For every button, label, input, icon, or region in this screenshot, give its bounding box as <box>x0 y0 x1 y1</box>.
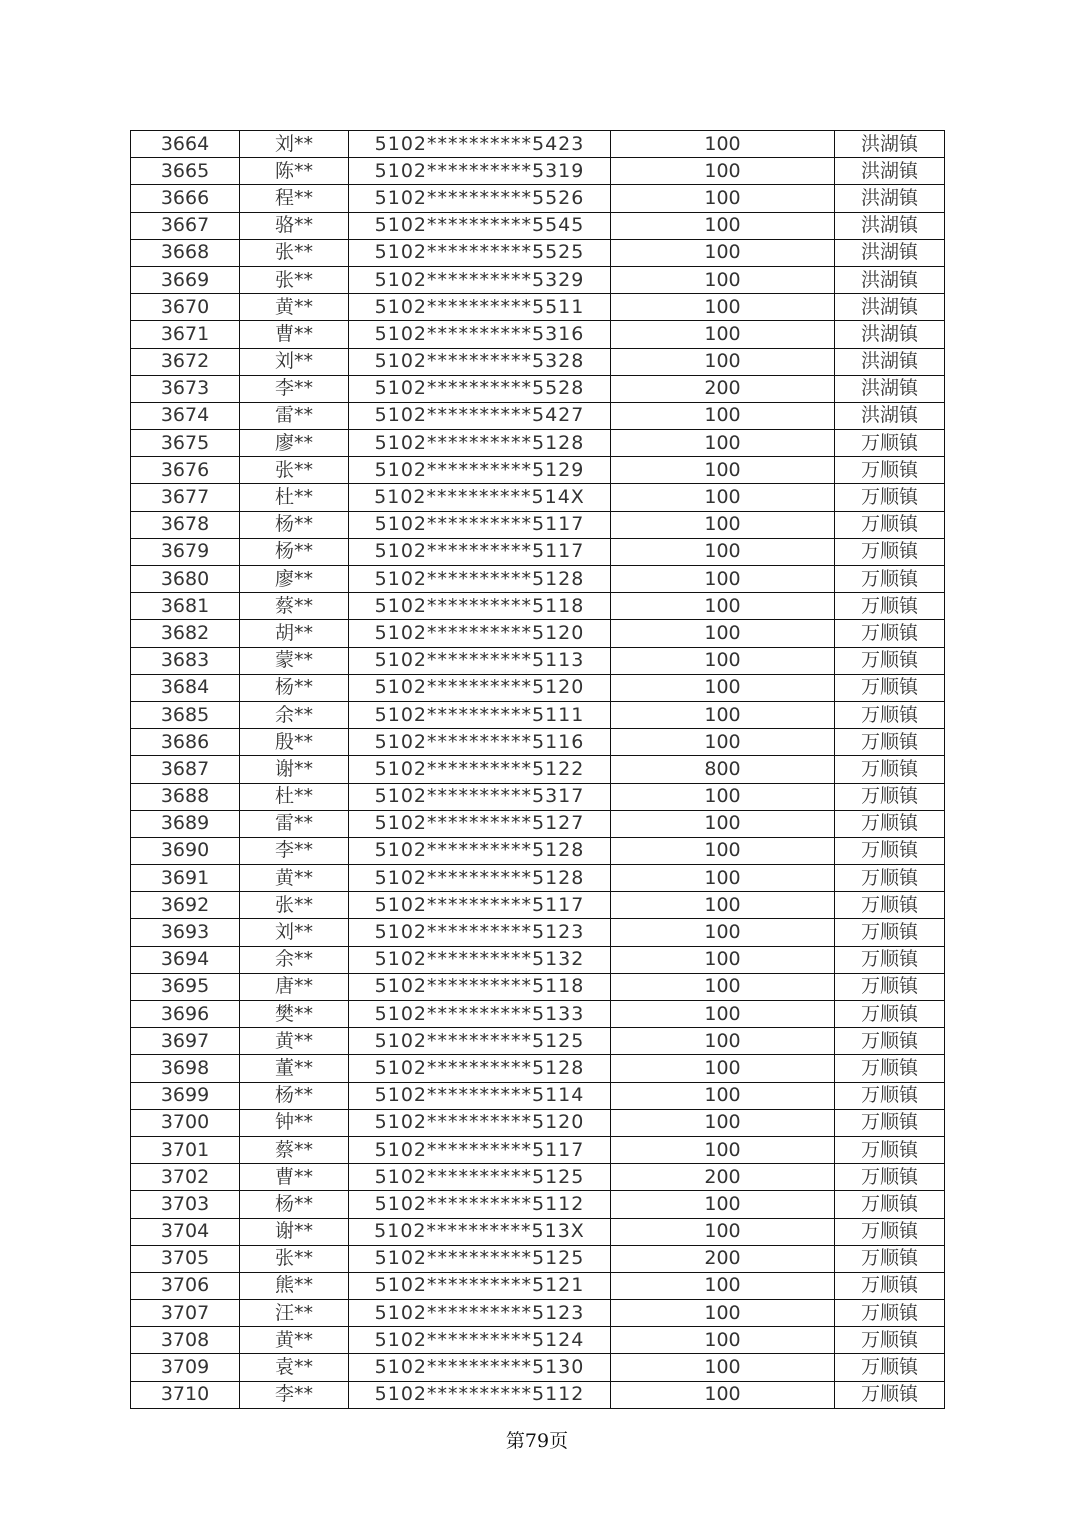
row-number-cell: 3669 <box>131 266 240 293</box>
table-row <box>131 1055 945 1082</box>
table-row <box>131 484 945 511</box>
row-number-cell: 3678 <box>131 511 240 538</box>
town-cell: 万顺镇 <box>835 729 945 756</box>
table-row <box>131 837 945 864</box>
town-cell: 洪湖镇 <box>835 239 945 266</box>
id-number-cell: 5102**********5118 <box>349 593 611 620</box>
id-number-cell: 5102**********5427 <box>349 402 611 429</box>
id-number-cell: 5102**********5423 <box>349 131 611 158</box>
amount-cell: 100 <box>611 973 835 1000</box>
table-row <box>131 1028 945 1055</box>
amount-cell: 100 <box>611 538 835 565</box>
name-cell: 袁** <box>240 1354 349 1381</box>
amount-cell: 100 <box>611 566 835 593</box>
id-number-cell: 5102**********5116 <box>349 729 611 756</box>
amount-cell: 200 <box>611 375 835 402</box>
id-number-cell: 5102**********5117 <box>349 538 611 565</box>
amount-cell: 100 <box>611 837 835 864</box>
table-row <box>131 647 945 674</box>
name-cell: 张** <box>240 1245 349 1272</box>
amount-cell: 100 <box>611 266 835 293</box>
row-number-cell: 3695 <box>131 973 240 1000</box>
name-cell: 杨** <box>240 1191 349 1218</box>
name-cell: 张** <box>240 457 349 484</box>
row-number-cell: 3670 <box>131 294 240 321</box>
row-number-cell: 3682 <box>131 620 240 647</box>
row-number-cell: 3710 <box>131 1381 240 1408</box>
name-cell: 李** <box>240 375 349 402</box>
table-row <box>131 1191 945 1218</box>
town-cell: 万顺镇 <box>835 837 945 864</box>
name-cell: 殷** <box>240 729 349 756</box>
row-number-cell: 3701 <box>131 1136 240 1163</box>
name-cell: 张** <box>240 892 349 919</box>
amount-cell: 100 <box>611 783 835 810</box>
id-number-cell: 5102**********5120 <box>349 1109 611 1136</box>
town-cell: 万顺镇 <box>835 457 945 484</box>
name-cell: 张** <box>240 239 349 266</box>
table-row <box>131 566 945 593</box>
id-number-cell: 5102**********5328 <box>349 348 611 375</box>
row-number-cell: 3676 <box>131 457 240 484</box>
id-number-cell: 5102**********5128 <box>349 865 611 892</box>
amount-cell: 100 <box>611 1300 835 1327</box>
town-cell: 万顺镇 <box>835 511 945 538</box>
name-cell: 刘** <box>240 919 349 946</box>
amount-cell: 100 <box>611 1327 835 1354</box>
town-cell: 洪湖镇 <box>835 212 945 239</box>
id-number-cell: 5102**********5125 <box>349 1245 611 1272</box>
row-number-cell: 3671 <box>131 321 240 348</box>
id-number-cell: 5102**********5130 <box>349 1354 611 1381</box>
row-number-cell: 3666 <box>131 185 240 212</box>
id-number-cell: 5102**********5329 <box>349 266 611 293</box>
row-number-cell: 3681 <box>131 593 240 620</box>
id-number-cell: 5102**********5128 <box>349 837 611 864</box>
amount-cell: 100 <box>611 919 835 946</box>
name-cell: 程** <box>240 185 349 212</box>
name-cell: 杜** <box>240 783 349 810</box>
town-cell: 洪湖镇 <box>835 185 945 212</box>
amount-cell: 100 <box>611 185 835 212</box>
town-cell: 万顺镇 <box>835 1381 945 1408</box>
name-cell: 廖** <box>240 430 349 457</box>
table-row <box>131 946 945 973</box>
id-number-cell: 5102**********5117 <box>349 892 611 919</box>
id-number-cell: 5102**********5121 <box>349 1272 611 1299</box>
name-cell: 唐** <box>240 973 349 1000</box>
table-row <box>131 892 945 919</box>
id-number-cell: 5102**********5112 <box>349 1381 611 1408</box>
table-row <box>131 593 945 620</box>
table-row <box>131 402 945 429</box>
row-number-cell: 3688 <box>131 783 240 810</box>
row-number-cell: 3680 <box>131 566 240 593</box>
amount-cell: 100 <box>611 701 835 728</box>
row-number-cell: 3707 <box>131 1300 240 1327</box>
town-cell: 洪湖镇 <box>835 294 945 321</box>
name-cell: 谢** <box>240 1218 349 1245</box>
town-cell: 万顺镇 <box>835 865 945 892</box>
table-row <box>131 1218 945 1245</box>
table-row <box>131 294 945 321</box>
name-cell: 钟** <box>240 1109 349 1136</box>
name-cell: 杨** <box>240 1082 349 1109</box>
name-cell: 黄** <box>240 1028 349 1055</box>
town-cell: 洪湖镇 <box>835 266 945 293</box>
amount-cell: 100 <box>611 892 835 919</box>
amount-cell: 800 <box>611 756 835 783</box>
row-number-cell: 3683 <box>131 647 240 674</box>
amount-cell: 100 <box>611 321 835 348</box>
table-row <box>131 1381 945 1408</box>
amount-cell: 100 <box>611 212 835 239</box>
row-number-cell: 3693 <box>131 919 240 946</box>
amount-cell: 100 <box>611 729 835 756</box>
table-row <box>131 1272 945 1299</box>
table-row <box>131 1082 945 1109</box>
page-number: 第79页 <box>505 1430 569 1452</box>
town-cell: 万顺镇 <box>835 1001 945 1028</box>
table-row <box>131 756 945 783</box>
town-cell: 万顺镇 <box>835 538 945 565</box>
id-number-cell: 5102**********5118 <box>349 973 611 1000</box>
name-cell: 杨** <box>240 511 349 538</box>
id-number-cell: 5102**********5525 <box>349 239 611 266</box>
roster-table <box>130 130 945 1409</box>
roster-table-body <box>131 131 945 1409</box>
table-row <box>131 185 945 212</box>
table-row <box>131 131 945 158</box>
id-number-cell: 5102**********5117 <box>349 1136 611 1163</box>
id-number-cell: 5102**********5127 <box>349 810 611 837</box>
amount-cell: 100 <box>611 294 835 321</box>
name-cell: 董** <box>240 1055 349 1082</box>
name-cell: 李** <box>240 1381 349 1408</box>
town-cell: 万顺镇 <box>835 620 945 647</box>
table-row <box>131 1136 945 1163</box>
name-cell: 廖** <box>240 566 349 593</box>
name-cell: 谢** <box>240 756 349 783</box>
table-row <box>131 810 945 837</box>
amount-cell: 200 <box>611 1164 835 1191</box>
row-number-cell: 3689 <box>131 810 240 837</box>
name-cell: 李** <box>240 837 349 864</box>
table-row <box>131 1354 945 1381</box>
amount-cell: 100 <box>611 1272 835 1299</box>
town-cell: 万顺镇 <box>835 701 945 728</box>
table-row <box>131 1109 945 1136</box>
id-number-cell: 5102**********5129 <box>349 457 611 484</box>
amount-cell: 100 <box>611 158 835 185</box>
amount-cell: 100 <box>611 1109 835 1136</box>
name-cell: 樊** <box>240 1001 349 1028</box>
town-cell: 万顺镇 <box>835 1082 945 1109</box>
id-number-cell: 5102**********5128 <box>349 1055 611 1082</box>
name-cell: 刘** <box>240 348 349 375</box>
id-number-cell: 5102**********5125 <box>349 1028 611 1055</box>
table-row <box>131 1001 945 1028</box>
row-number-cell: 3677 <box>131 484 240 511</box>
row-number-cell: 3699 <box>131 1082 240 1109</box>
name-cell: 胡** <box>240 620 349 647</box>
table-row <box>131 865 945 892</box>
row-number-cell: 3664 <box>131 131 240 158</box>
id-number-cell: 5102**********514X <box>349 484 611 511</box>
table-row <box>131 158 945 185</box>
table-row <box>131 212 945 239</box>
row-number-cell: 3692 <box>131 892 240 919</box>
table-row <box>131 239 945 266</box>
town-cell: 万顺镇 <box>835 1109 945 1136</box>
town-cell: 洪湖镇 <box>835 375 945 402</box>
id-number-cell: 5102**********5125 <box>349 1164 611 1191</box>
name-cell: 杨** <box>240 538 349 565</box>
name-cell: 骆** <box>240 212 349 239</box>
table-row <box>131 919 945 946</box>
town-cell: 万顺镇 <box>835 566 945 593</box>
id-number-cell: 5102**********5319 <box>349 158 611 185</box>
town-cell: 万顺镇 <box>835 973 945 1000</box>
id-number-cell: 5102**********5528 <box>349 375 611 402</box>
town-cell: 万顺镇 <box>835 1300 945 1327</box>
row-number-cell: 3705 <box>131 1245 240 1272</box>
row-number-cell: 3694 <box>131 946 240 973</box>
row-number-cell: 3668 <box>131 239 240 266</box>
table-row <box>131 783 945 810</box>
town-cell: 洪湖镇 <box>835 158 945 185</box>
table-row <box>131 729 945 756</box>
town-cell: 洪湖镇 <box>835 131 945 158</box>
row-number-cell: 3675 <box>131 430 240 457</box>
amount-cell: 100 <box>611 430 835 457</box>
table-row <box>131 538 945 565</box>
town-cell: 万顺镇 <box>835 1055 945 1082</box>
town-cell: 万顺镇 <box>835 1354 945 1381</box>
row-number-cell: 3696 <box>131 1001 240 1028</box>
name-cell: 汪** <box>240 1300 349 1327</box>
town-cell: 洪湖镇 <box>835 321 945 348</box>
name-cell: 雷** <box>240 810 349 837</box>
amount-cell: 100 <box>611 1191 835 1218</box>
name-cell: 雷** <box>240 402 349 429</box>
amount-cell: 100 <box>611 674 835 701</box>
town-cell: 万顺镇 <box>835 783 945 810</box>
table-row <box>131 457 945 484</box>
amount-cell: 100 <box>611 402 835 429</box>
amount-cell: 100 <box>611 1354 835 1381</box>
row-number-cell: 3686 <box>131 729 240 756</box>
amount-cell: 100 <box>611 1218 835 1245</box>
table-row <box>131 348 945 375</box>
row-number-cell: 3687 <box>131 756 240 783</box>
row-number-cell: 3704 <box>131 1218 240 1245</box>
town-cell: 万顺镇 <box>835 1218 945 1245</box>
row-number-cell: 3674 <box>131 402 240 429</box>
town-cell: 万顺镇 <box>835 1136 945 1163</box>
row-number-cell: 3691 <box>131 865 240 892</box>
town-cell: 万顺镇 <box>835 1245 945 1272</box>
amount-cell: 100 <box>611 511 835 538</box>
row-number-cell: 3703 <box>131 1191 240 1218</box>
name-cell: 蔡** <box>240 1136 349 1163</box>
row-number-cell: 3684 <box>131 674 240 701</box>
town-cell: 万顺镇 <box>835 1191 945 1218</box>
table-row <box>131 511 945 538</box>
town-cell: 万顺镇 <box>835 1272 945 1299</box>
name-cell: 陈** <box>240 158 349 185</box>
town-cell: 万顺镇 <box>835 430 945 457</box>
name-cell: 黄** <box>240 294 349 321</box>
row-number-cell: 3708 <box>131 1327 240 1354</box>
id-number-cell: 5102**********5122 <box>349 756 611 783</box>
town-cell: 万顺镇 <box>835 892 945 919</box>
amount-cell: 100 <box>611 1055 835 1082</box>
id-number-cell: 5102**********5114 <box>349 1082 611 1109</box>
row-number-cell: 3700 <box>131 1109 240 1136</box>
id-number-cell: 5102**********5317 <box>349 783 611 810</box>
row-number-cell: 3698 <box>131 1055 240 1082</box>
name-cell: 余** <box>240 701 349 728</box>
town-cell: 万顺镇 <box>835 484 945 511</box>
town-cell: 洪湖镇 <box>835 348 945 375</box>
row-number-cell: 3672 <box>131 348 240 375</box>
id-number-cell: 5102**********5113 <box>349 647 611 674</box>
id-number-cell: 5102**********5511 <box>349 294 611 321</box>
id-number-cell: 5102**********513X <box>349 1218 611 1245</box>
row-number-cell: 3690 <box>131 837 240 864</box>
row-number-cell: 3706 <box>131 1272 240 1299</box>
amount-cell: 100 <box>611 1381 835 1408</box>
row-number-cell: 3697 <box>131 1028 240 1055</box>
table-row <box>131 1164 945 1191</box>
amount-cell: 100 <box>611 1082 835 1109</box>
id-number-cell: 5102**********5120 <box>349 674 611 701</box>
id-number-cell: 5102**********5111 <box>349 701 611 728</box>
name-cell: 黄** <box>240 865 349 892</box>
row-number-cell: 3665 <box>131 158 240 185</box>
row-number-cell: 3709 <box>131 1354 240 1381</box>
name-cell: 熊** <box>240 1272 349 1299</box>
amount-cell: 100 <box>611 1001 835 1028</box>
id-number-cell: 5102**********5128 <box>349 430 611 457</box>
town-cell: 万顺镇 <box>835 919 945 946</box>
id-number-cell: 5102**********5132 <box>349 946 611 973</box>
row-number-cell: 3685 <box>131 701 240 728</box>
id-number-cell: 5102**********5316 <box>349 321 611 348</box>
id-number-cell: 5102**********5112 <box>349 1191 611 1218</box>
name-cell: 黄** <box>240 1327 349 1354</box>
town-cell: 万顺镇 <box>835 946 945 973</box>
id-number-cell: 5102**********5117 <box>349 511 611 538</box>
town-cell: 万顺镇 <box>835 1028 945 1055</box>
amount-cell: 100 <box>611 946 835 973</box>
town-cell: 万顺镇 <box>835 1327 945 1354</box>
id-number-cell: 5102**********5133 <box>349 1001 611 1028</box>
id-number-cell: 5102**********5120 <box>349 620 611 647</box>
table-row <box>131 674 945 701</box>
amount-cell: 100 <box>611 647 835 674</box>
town-cell: 万顺镇 <box>835 593 945 620</box>
town-cell: 万顺镇 <box>835 674 945 701</box>
name-cell: 刘** <box>240 131 349 158</box>
name-cell: 曹** <box>240 1164 349 1191</box>
table-row <box>131 266 945 293</box>
name-cell: 余** <box>240 946 349 973</box>
row-number-cell: 3667 <box>131 212 240 239</box>
table-row <box>131 1245 945 1272</box>
table-row <box>131 973 945 1000</box>
amount-cell: 100 <box>611 484 835 511</box>
name-cell: 杜** <box>240 484 349 511</box>
town-cell: 万顺镇 <box>835 810 945 837</box>
name-cell: 蒙** <box>240 647 349 674</box>
amount-cell: 100 <box>611 131 835 158</box>
amount-cell: 200 <box>611 1245 835 1272</box>
amount-cell: 100 <box>611 810 835 837</box>
town-cell: 洪湖镇 <box>835 402 945 429</box>
id-number-cell: 5102**********5128 <box>349 566 611 593</box>
amount-cell: 100 <box>611 1136 835 1163</box>
id-number-cell: 5102**********5526 <box>349 185 611 212</box>
id-number-cell: 5102**********5123 <box>349 919 611 946</box>
row-number-cell: 3679 <box>131 538 240 565</box>
table-row <box>131 375 945 402</box>
town-cell: 万顺镇 <box>835 647 945 674</box>
row-number-cell: 3702 <box>131 1164 240 1191</box>
table-row <box>131 1327 945 1354</box>
amount-cell: 100 <box>611 239 835 266</box>
id-number-cell: 5102**********5123 <box>349 1300 611 1327</box>
amount-cell: 100 <box>611 1028 835 1055</box>
id-number-cell: 5102**********5124 <box>349 1327 611 1354</box>
amount-cell: 100 <box>611 865 835 892</box>
town-cell: 万顺镇 <box>835 1164 945 1191</box>
amount-cell: 100 <box>611 348 835 375</box>
amount-cell: 100 <box>611 593 835 620</box>
name-cell: 张** <box>240 266 349 293</box>
table-row <box>131 1300 945 1327</box>
table-row <box>131 430 945 457</box>
name-cell: 杨** <box>240 674 349 701</box>
amount-cell: 100 <box>611 620 835 647</box>
table-row <box>131 321 945 348</box>
name-cell: 曹** <box>240 321 349 348</box>
amount-cell: 100 <box>611 457 835 484</box>
id-number-cell: 5102**********5545 <box>349 212 611 239</box>
table-row <box>131 620 945 647</box>
name-cell: 蔡** <box>240 593 349 620</box>
row-number-cell: 3673 <box>131 375 240 402</box>
town-cell: 万顺镇 <box>835 756 945 783</box>
table-row <box>131 701 945 728</box>
